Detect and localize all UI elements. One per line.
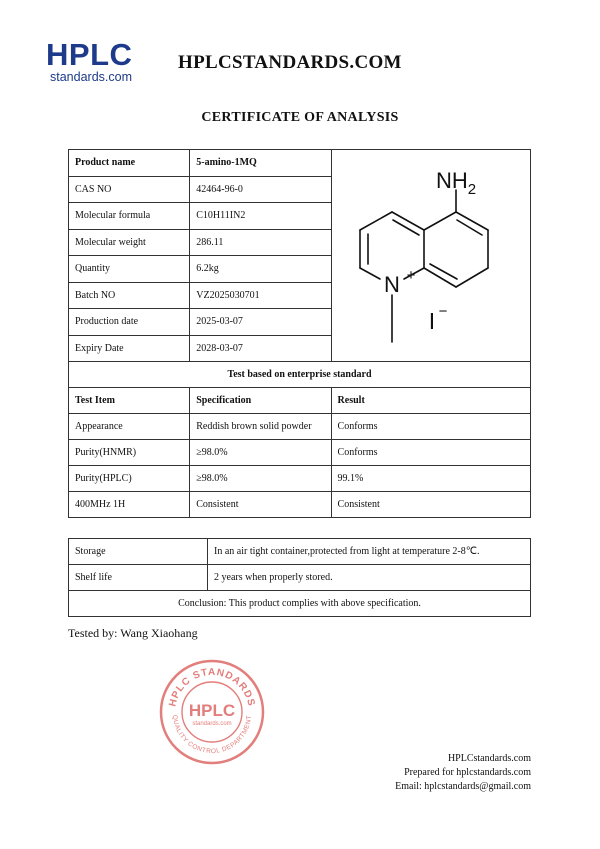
conclusion-text: Conclusion: This product complies with above specification.	[69, 591, 531, 617]
double-bond	[457, 220, 482, 235]
stamp-top-text: HPLC STANDARDS	[167, 666, 257, 708]
table-row	[69, 466, 531, 492]
footer-line: Email: hplcstandards@gmail.com	[395, 781, 531, 792]
test-item: Appearance	[69, 414, 190, 440]
site-title: HPLCSTANDARDS.COM	[178, 52, 402, 73]
column-header: Specification	[190, 388, 331, 414]
stamp-center-subtext: standards.com	[192, 721, 232, 727]
table-row	[69, 591, 531, 617]
table-row	[69, 565, 531, 591]
stamp-center-text: HPLC	[188, 701, 236, 720]
table-row	[69, 440, 531, 466]
weight-label: Molecular weight	[69, 229, 190, 256]
production-date-value: 2025-03-07	[190, 309, 331, 336]
company-logo	[46, 37, 146, 84]
storage-value: In an air tight container,protected from light at temperature 2-8℃.	[208, 539, 531, 565]
shelf-life-value: 2 years when properly stored.	[208, 565, 531, 591]
test-result: Conforms	[331, 414, 530, 440]
bond	[392, 212, 424, 230]
test-result: Conforms	[331, 440, 530, 466]
tested-by: Tested by: Wang Xiaohang	[68, 626, 198, 640]
storage-table	[68, 538, 531, 617]
weight-value: 286.11	[190, 229, 331, 256]
storage-label: Storage	[69, 539, 208, 565]
molecule-structure	[332, 150, 530, 358]
table-row	[69, 539, 531, 565]
product-name-value: 5-amino-1MQ	[190, 150, 331, 177]
test-section-title: Test based on enterprise standard	[69, 362, 531, 388]
positive-charge-label: +	[406, 267, 415, 284]
table-row	[69, 150, 531, 177]
formula-label: Molecular formula	[69, 203, 190, 230]
footer	[395, 752, 531, 794]
table-header-row	[69, 388, 531, 414]
footer-line: Prepared for hplcstandards.com	[404, 767, 531, 778]
cas-label: CAS NO	[69, 176, 190, 203]
logo-main-text: HPLC	[46, 37, 133, 72]
test-result: Consistent	[331, 492, 530, 518]
bond	[360, 212, 392, 230]
footer-line: HPLCstandards.com	[447, 753, 531, 764]
logo-sub-text: standards.com	[50, 70, 132, 84]
expiry-date-value: 2028-03-07	[190, 335, 331, 362]
batch-value: VZ2025030701	[190, 282, 331, 309]
bond	[424, 268, 456, 287]
table-row	[69, 414, 531, 440]
test-item: 400MHz 1H	[69, 492, 190, 518]
bond	[360, 268, 380, 279]
cas-value: 42464-96-0	[190, 176, 331, 203]
test-specification: ≥98.0%	[190, 466, 331, 492]
certificate-title: CERTIFICATE OF ANALYSIS	[201, 110, 399, 125]
test-specification: Reddish brown solid powder	[190, 414, 331, 440]
product-name-label: Product name	[69, 150, 190, 177]
analysis-table	[68, 149, 531, 518]
double-bond	[393, 220, 419, 235]
production-date-label: Production date	[69, 309, 190, 336]
table-row	[69, 492, 531, 518]
quantity-value: 6.2kg	[190, 256, 331, 283]
test-specification: ≥98.0%	[190, 440, 331, 466]
amine-label: $NH_2$	[435, 168, 476, 198]
test-result: 99.1%	[331, 466, 530, 492]
quality-stamp	[158, 658, 266, 766]
negative-charge-label: −	[438, 303, 447, 320]
quantity-label: Quantity	[69, 256, 190, 283]
shelf-life-label: Shelf life	[69, 565, 208, 591]
nitrogen-label: N	[383, 272, 400, 297]
test-specification: Consistent	[190, 492, 331, 518]
column-header: Result	[331, 388, 530, 414]
batch-label: Batch NO	[69, 282, 190, 309]
test-item: Purity(HPLC)	[69, 466, 190, 492]
expiry-date-label: Expiry Date	[69, 335, 190, 362]
column-header: Test Item	[69, 388, 190, 414]
bond	[456, 268, 488, 287]
formula-value: C10H11IN2	[190, 203, 331, 230]
table-row	[69, 362, 531, 388]
test-item: Purity(HNMR)	[69, 440, 190, 466]
bond	[424, 212, 456, 230]
molecule-structure-cell	[331, 150, 530, 362]
stamp-bottom-text: QUALITY CONTROL DEPARTMENT	[170, 714, 254, 756]
double-bond	[430, 264, 457, 279]
iodide-label: I	[428, 308, 435, 334]
bond	[456, 212, 488, 230]
